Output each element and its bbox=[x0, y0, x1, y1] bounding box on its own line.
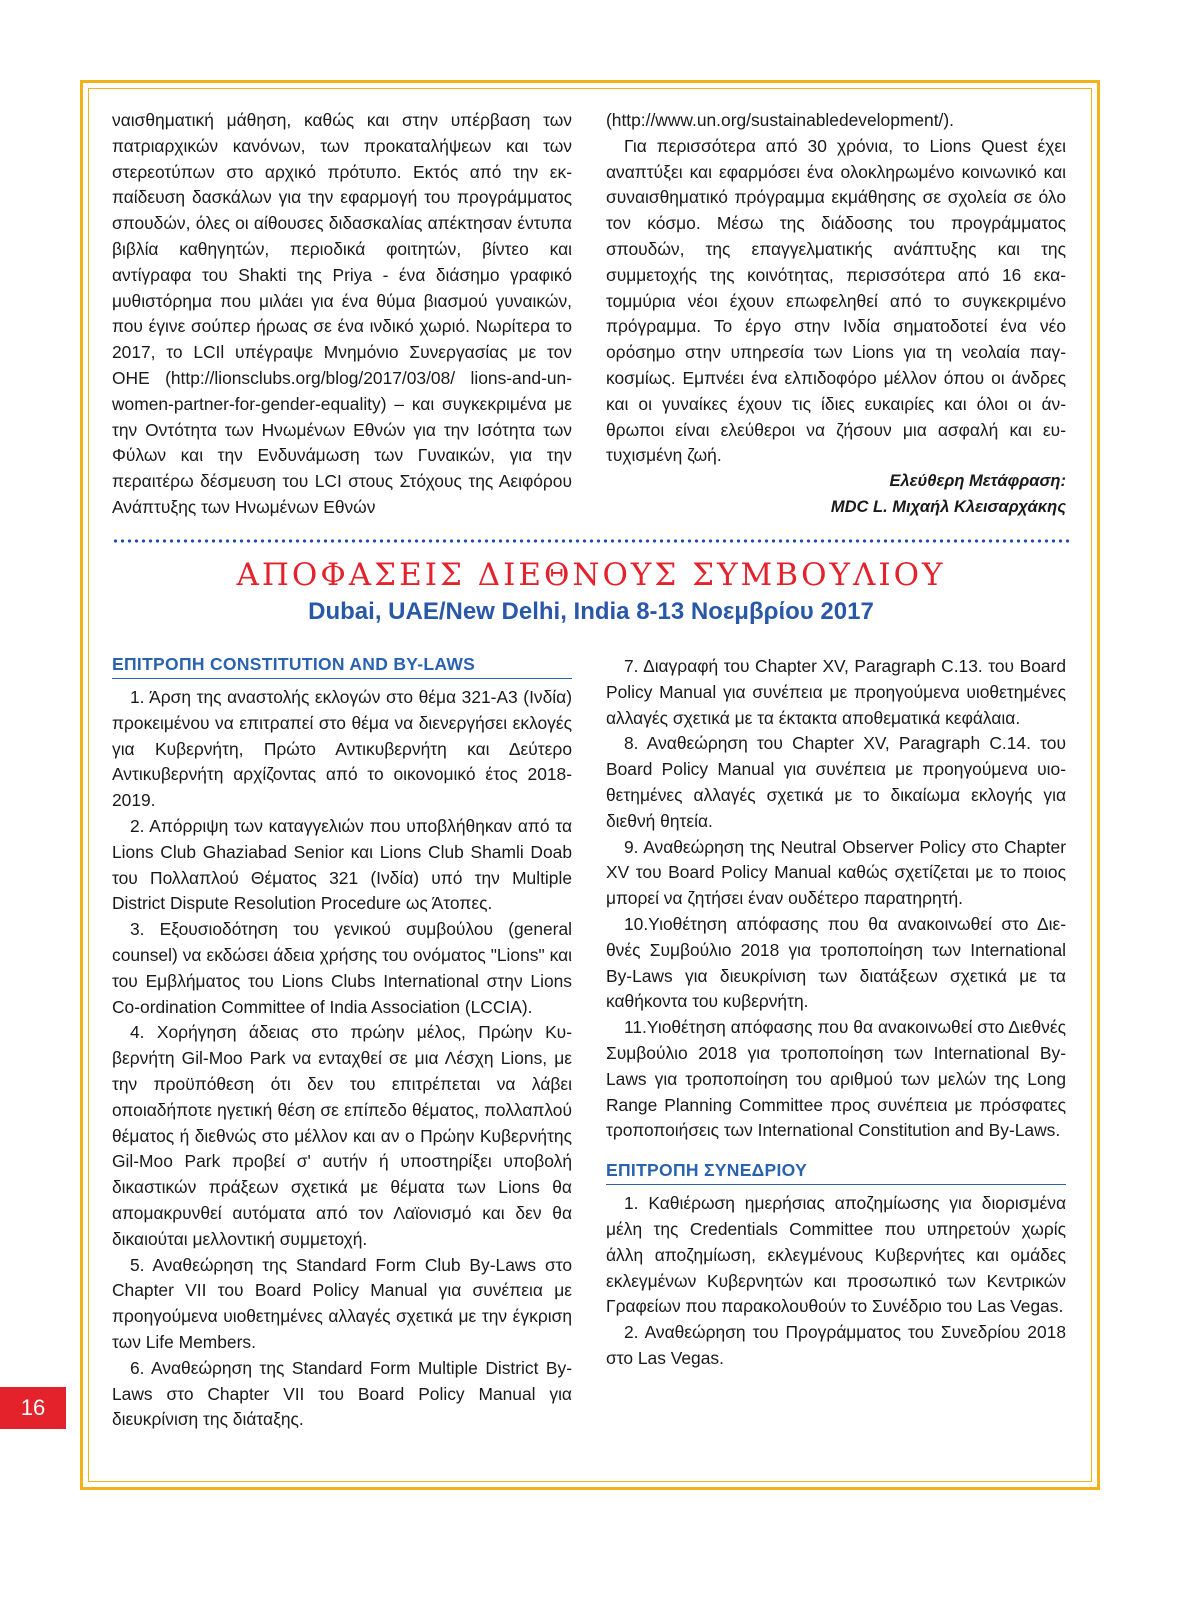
article-subtitle: Dubai, UAE/New Delhi, India 8-13 Νοεμβρίου 2017 bbox=[308, 598, 874, 625]
bottom-left-column bbox=[112, 652, 572, 1433]
list-item: 6. Αναθεώρηση της Standard Form Multiple District By-Laws στο Chapter VII του Board Policy Manual για διευκρίνιση της διάταξης. bbox=[112, 1357, 572, 1430]
translator-name: MDC L. Μιχαήλ Κλεισαρχάκης bbox=[830, 497, 1066, 516]
section-heading-constitution: ΕΠΙΤΡΟΠΗ CONSTITUTION AND BY-LAWS bbox=[112, 652, 572, 679]
page-number: 16 bbox=[0, 1387, 66, 1429]
list-item: 10.Υιοθέτηση απόφασης που θα ανακοινωθεί στο Διεθνές Συμβούλιο 2018 για τροποποίηση των International By-Laws για διευκρίνιση των διατάξεων σχετικά με τα καθήκοντα του κυβερνήτη. bbox=[606, 913, 1066, 1012]
list-item: 1. Καθιέρωση ημερήσιας αποζημίωσης για διορισμένα μέλη της Credentials Committee που υπηρετούν χωρίς άλλη αποζημίωση, εκλεγμένους Κυβερνήτες και ομάδες εκλεγμένων Κυβερνητών και προσωπικό των Κεντρικών Γραφείων που παρακολουθούν το Συνέδριο του Las Vegas. bbox=[606, 1193, 1066, 1317]
top-left-column bbox=[112, 108, 572, 521]
list-item: 9. Αναθεώρηση της Neutral Observer Policy στο Chapter XV του Board Policy Manual καθώς σχετίζεται με το ποιος μπορεί να ζητήσει έναν ουδέτερο παρατηρητή. bbox=[606, 836, 1066, 909]
article-title: ΑΠΟΦΑΣΕΙΣ ΔΙΕΘΝΟΥΣ ΣΥΜΒΟΥΛΙΟΥ bbox=[236, 557, 946, 593]
list-item: 7. Διαγραφή του Chapter XV, Paragraph C.13. του Board Policy Manual για συνέπεια με προηγούμενα υιοθετημένες αλλαγές σχετικά με τα έκτακτα αποθεματικά κεφάλαια. bbox=[606, 656, 1066, 728]
paragraph: (http://www.un.org/sustainabledevelopment/). bbox=[606, 110, 954, 130]
list-item: 4. Χορήγηση άδειας στο πρώην μέλος, Πρώην Κυβερνήτη Gil-Moo Park να ενταχθεί σε μια Λέσχη Lions, με την προϋπόθεση ότι δεν του επιτρέπεται να λάβει οποιαδήποτε ηγετική θέση σε επίπεδο θέματος, πολλαπλού θέματος ή διεθνώς στο μέλλον και αν ο Πρώην Κυβερνήτης Gil-Moo Park προβεί σ' αυτήν ή υποστηρίξει υποβολή δικαστικών πράξεων σχετικά με θέματα των Lions θα απομακρυνθεί αυτόματα από τον Λαϊονισμό και δεν θα δικαιούται μελλοντική συμμετοχή. bbox=[112, 1022, 572, 1249]
list-item: 8. Αναθεώρηση του Chapter XV, Paragraph C.14. του Board Policy Manual για συνέπεια με προηγούμενα υιοθετημένες αλλαγές σχετικά με το δικαίωμα εκλογής για διεθνή θητεία. bbox=[606, 733, 1066, 831]
list-item: 5. Αναθεώρηση της Standard Form Club By-Laws στο Chapter VII του Board Policy Manual για συνέπεια με προηγούμενα υιοθετημένες αλλαγές σχετικά με την έγκριση των Life Members. bbox=[112, 1254, 572, 1352]
list-item: 2. Αναθεώρηση του Προγράμματος του Συνεδρίου 2018 στο Las Vegas. bbox=[606, 1322, 1066, 1368]
top-right-column bbox=[606, 108, 1066, 521]
paragraph: ναισθηματική μάθηση, καθώς και στην υπέρβαση των πατριαρχικών κανόνων, των προκαταλήψεων και των στερεοτύπων στο αρχικό πρότυπο. Εκτός από την εκπαίδευση δασκάλων για την εφαρμογή του προγράμματος σπουδών, όλες οι αίθουσες διδασκαλίας απέκτησαν έντυπα βιβλία καθηγητών, περιοδικά φοιτητών, βίντεο και αντίγραφα του Shakti της Priya - ένα διάσημο γραφικό μυθιστόρημα που μιλάει για ένα θύμα βιασμού γυναικών, που έγινε σούπερ ήρωας σε ένα ινδικό χωριό. Νωρίτερα το 2017, το LCIl υπέγραψε Μνημόνιο Συνεργασίας με τον ΟΗΕ (http://lionsclubs.org/blog/2017/03/08/ lions-and-un-women-partner-for-gender-equality) – και συγκεκριμένα με την Οντότητα των Ηνωμένων Εθνών για την Ισότητα των Φύλων και την Ενδυνάμωση των Γυναικών, για την περαιτέρω δέσμευση του LCI στους Στόχους της Αειφόρου Ανάπτυξης των Ηνωμένων Εθνών bbox=[112, 110, 572, 517]
dotted-divider bbox=[112, 538, 1070, 544]
list-item: 2. Απόρριψη των καταγγελιών που υποβλήθηκαν από τα Lions Club Ghaziabad Senior και Lions Club Shamli Doab του Πολλαπλού Θέματος 321 (Ινδία) υπό την Multiple District Dispute Resolution Procedure ως Άτοπες. bbox=[112, 815, 572, 914]
section-heading-convention: ΕΠΙΤΡΟΠΗ ΣΥΝΕΔΡΙΟΥ bbox=[606, 1158, 1066, 1185]
bottom-right-column bbox=[606, 654, 1066, 1372]
translator-label: Ελεύθερη Μετάφραση: bbox=[889, 472, 1066, 491]
paragraph: Για περισσότερα από 30 χρόνια, το Lions Quest έχει αναπτύξει και εφαρμόσει ένα ολοκληρωμένο κοινωνικό και συναισθηματικό πρόγραμμα εκμάθησης σε σχολεία σε όλο τον κόσμο. Μέσω της διάδοσης του προγράμματος σπουδών, της επαγγελματικής ανάπτυξης και της συμμετοχής της κοινότητας, περισσότερα από 16 εκατομμύρια νέοι έχουν επωφεληθεί από το συγκεκριμένο πρόγραμμα. Το έργο στην Ινδία σηματοδοτεί ένα νέο ορόσημο στην υπηρεσία των Lions για τη νεολαία παγκοσμίως. Εμπνέει ένα ελπιδοφόρο μέλλον όπου οι άνδρες και οι γυναίκες έχουν τις ίδιες ευκαιρίες και όλοι οι άνθρωποι είναι ελεύθεροι να ζήσουν μια ασφαλή και ευτυχισμένη ζωή. bbox=[606, 135, 1066, 466]
list-item: 11.Υιοθέτηση απόφασης που θα ανακοινωθεί στο Διεθνές Συμβούλιο 2018 για τροποποίηση των International By-Laws για τροποποίηση του αριθμού των μελών της Long Range Planning Committee προς συνέπεια με πρόσφατες τροποποιήσεις των International Constitution and By-Laws. bbox=[606, 1017, 1066, 1141]
list-item: 1. Άρση της αναστολής εκλογών στο θέμα 321-A3 (Ινδία) προκειμένου να επιτραπεί στο θέμα να διενεργήσει εκλογές για Κυβερνήτη, Πρώτο Αντικυβερνήτη και Δεύτερο Αντικυβερνήτη αρχίζοντας από το οικονομικό έτος 2018-2019. bbox=[112, 687, 572, 811]
list-item: 3. Εξουσιοδότηση του γενικού συμβούλου (general counsel) να εκδώσει άδεια χρήσης του ονόματος "Lions" και του Εμβλήματος του Lions Clubs International στην Lions Co-ordination Committee of India Association (LCCIA). bbox=[112, 919, 572, 1017]
